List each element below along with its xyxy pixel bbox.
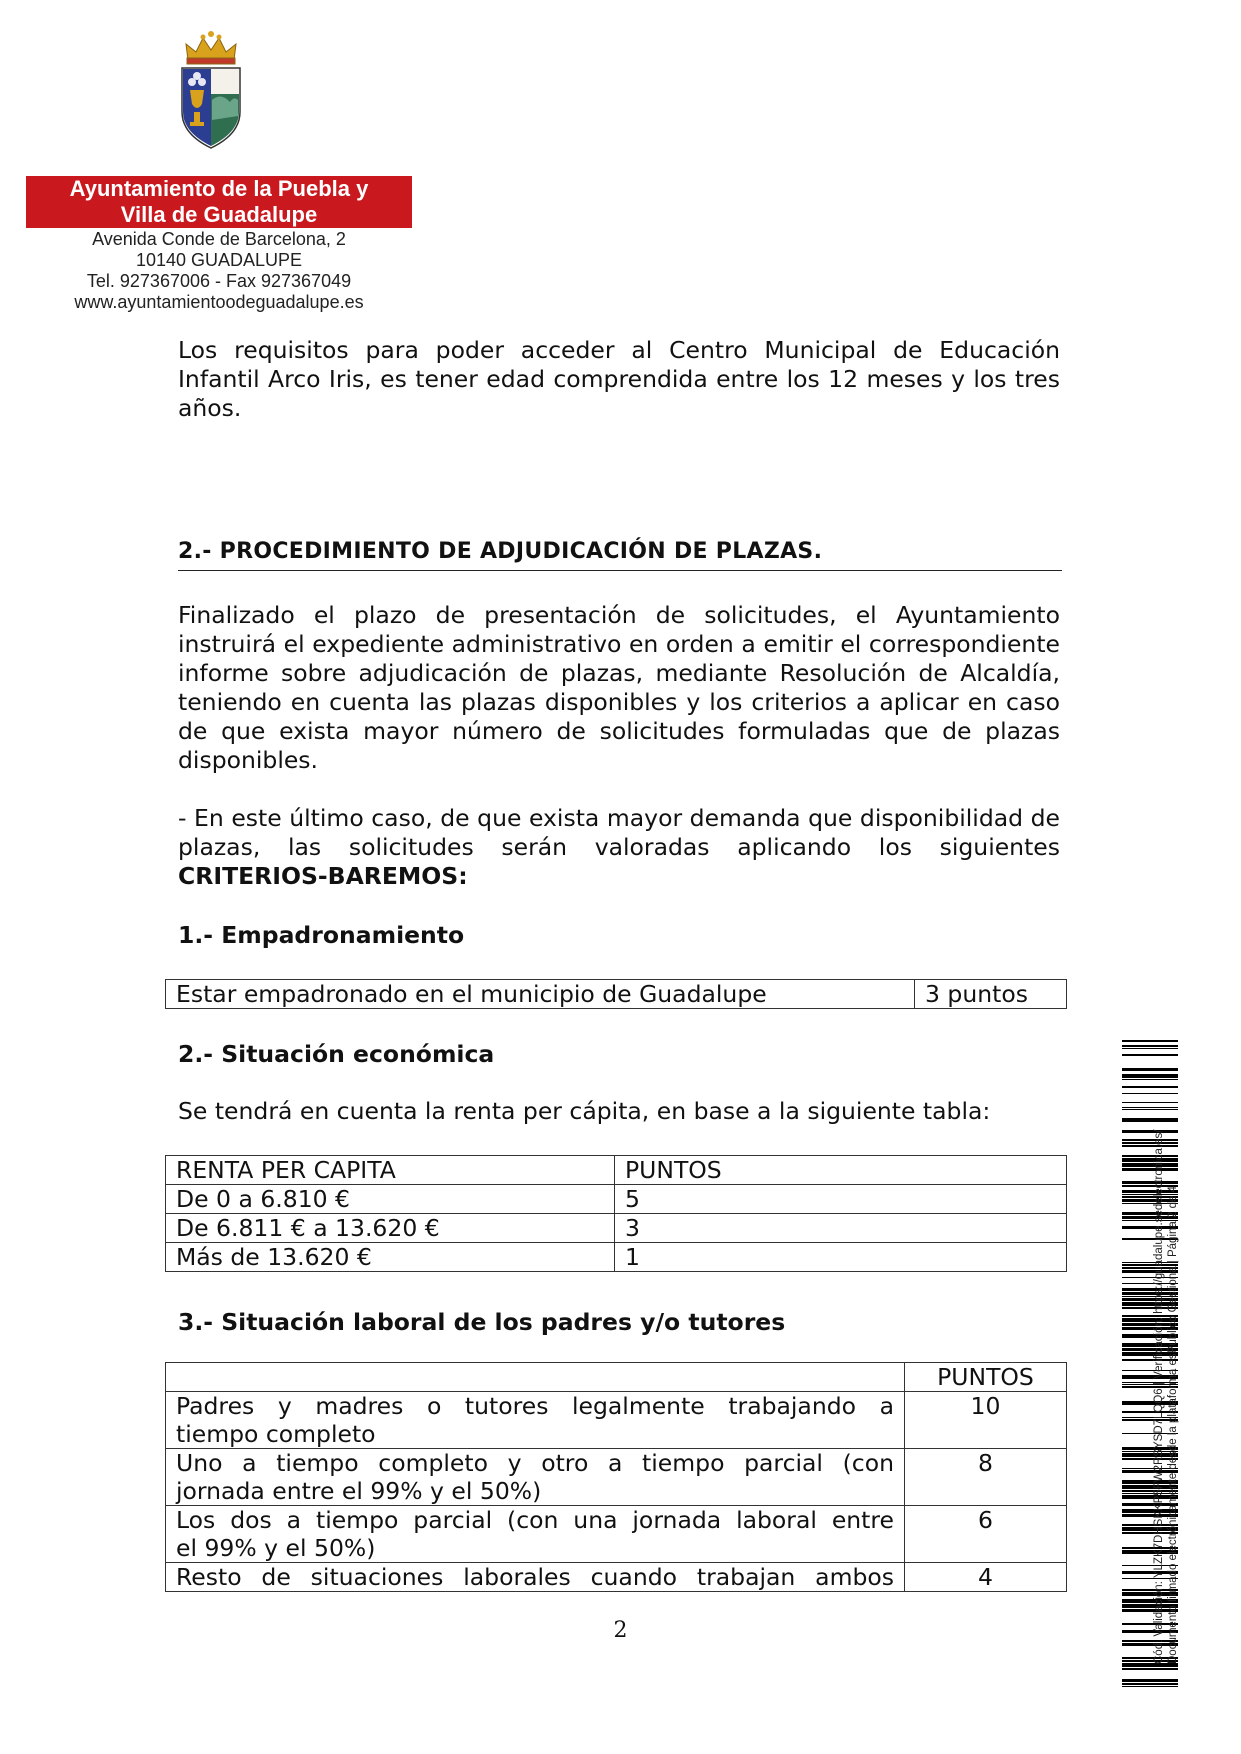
criteria-intro-paragraph	[178, 804, 1060, 891]
validation-code-line: Cód. Validación: YLZK7DHSKKP5FW2RSYSD7LQQ6 | Verificación: https://guadalupe.sedelectronica.es/	[1153, 1129, 1165, 1664]
procedure-paragraph: Finalizado el plazo de presentación de solicitudes, el Ayuntamiento instruirá el expediente administrativo en orden a emitir el correspondiente informe sobre adjudicación de plazas, mediante Resolución de Alcaldía, teniendo en cuenta las plazas disponibles y los criterios a aplicar en caso de que exista mayor número de solicitudes formuladas que de plazas disponibles.	[178, 601, 1060, 774]
table-cell: De 0 a 6.810 €	[166, 1185, 615, 1214]
coat-of-arms-icon	[176, 30, 246, 150]
table-cell: De 6.811 € a 13.620 €	[166, 1214, 615, 1243]
table-header-cell: RENTA PER CAPITA	[166, 1156, 615, 1185]
table-row	[166, 1506, 1067, 1563]
row-text-line1: Resto de situaciones laborales cuando trabajan ambos	[176, 1563, 894, 1591]
table-cell: 3 puntos	[915, 980, 1067, 1009]
income-intro: Se tendrá en cuenta la renta per cápita, en base a la siguiente tabla:	[178, 1097, 991, 1125]
row-text-line2: tiempo completo	[176, 1420, 376, 1448]
criterion-heading: 3.- Situación laboral de los padres y/o tutores	[178, 1308, 786, 1336]
signature-platform-line: Documento firmado electrónicamente desde la plataforma esPublico Gestiona | Página 2 de 4	[1167, 1186, 1179, 1664]
postal-code-city: 10140 GUADALUPE	[135, 250, 303, 270]
table-cell: 1	[615, 1243, 1067, 1272]
table-cell: 6	[905, 1506, 1067, 1563]
table-row	[166, 1449, 1067, 1506]
table-header-cell: PUNTOS	[615, 1156, 1067, 1185]
organization-name-line1: Ayuntamiento de la Puebla y	[69, 176, 369, 201]
table-row	[166, 1392, 1067, 1449]
row-text-line2: el 99% y el 50%)	[176, 1534, 376, 1562]
table-cell: 3	[615, 1214, 1067, 1243]
employment-table	[165, 1362, 1067, 1592]
table-cell: 8	[905, 1449, 1067, 1506]
table-cell: 5	[615, 1185, 1067, 1214]
registration-table	[165, 979, 1067, 1009]
table-row	[166, 1214, 1067, 1243]
table-row	[166, 1185, 1067, 1214]
validation-text	[1152, 1044, 1180, 1664]
criterion-heading: 2.- Situación económica	[178, 1040, 495, 1068]
income-table	[165, 1155, 1067, 1272]
row-text-line1: Uno a tiempo completo y otro a tiempo parcial (con	[176, 1449, 894, 1477]
row-text-line1: Los dos a tiempo parcial (con una jornada laboral entre	[176, 1506, 894, 1534]
address: Avenida Conde de Barcelona, 2	[92, 229, 346, 249]
organization-name-banner	[26, 176, 412, 228]
table-cell	[166, 1392, 905, 1449]
table-header-row	[166, 1363, 1067, 1392]
criteria-intro-text: - En este último caso, de que exista mayor demanda que disponibilidad de plazas, las solicitudes serán valoradas aplicando los siguientes	[178, 804, 1060, 861]
table-cell: 10	[905, 1392, 1067, 1449]
table-cell	[166, 1449, 905, 1506]
table-row	[166, 1563, 1067, 1592]
table-cell: 4	[905, 1563, 1067, 1592]
table-row	[166, 1243, 1067, 1272]
section-heading: 2.- PROCEDIMIENTO DE ADJUDICACIÓN DE PLAZAS.	[178, 539, 1062, 571]
intro-paragraph: Los requisitos para poder acceder al Centro Municipal de Educación Infantil Arco Iris, es tener edad comprendida entre los 12 meses y los tres años.	[178, 336, 1060, 422]
table-header-cell	[166, 1363, 905, 1392]
row-text-line2: jornada entre el 99% y el 50%)	[176, 1477, 542, 1505]
criterion-heading: 1.- Empadronamiento	[178, 921, 465, 949]
criteria-label: CRITERIOS-BAREMOS:	[178, 862, 468, 890]
table-header-cell: PUNTOS	[905, 1363, 1067, 1392]
table-cell: Estar empadronado en el municipio de Guadalupe	[166, 980, 915, 1009]
website: www.ayuntamientoodeguadalupe.es	[74, 292, 364, 312]
table-row	[166, 980, 1067, 1009]
table-cell	[166, 1563, 905, 1592]
row-text-line1: Padres y madres o tutores legalmente trabajando a	[176, 1392, 894, 1420]
organization-name-line2: Villa de Guadalupe	[120, 202, 318, 227]
table-cell: Más de 13.620 €	[166, 1243, 615, 1272]
table-header-row	[166, 1156, 1067, 1185]
phone-fax: Tel. 927367006 - Fax 927367049	[86, 271, 352, 291]
table-cell	[166, 1506, 905, 1563]
page-number: 2	[613, 1618, 628, 1643]
